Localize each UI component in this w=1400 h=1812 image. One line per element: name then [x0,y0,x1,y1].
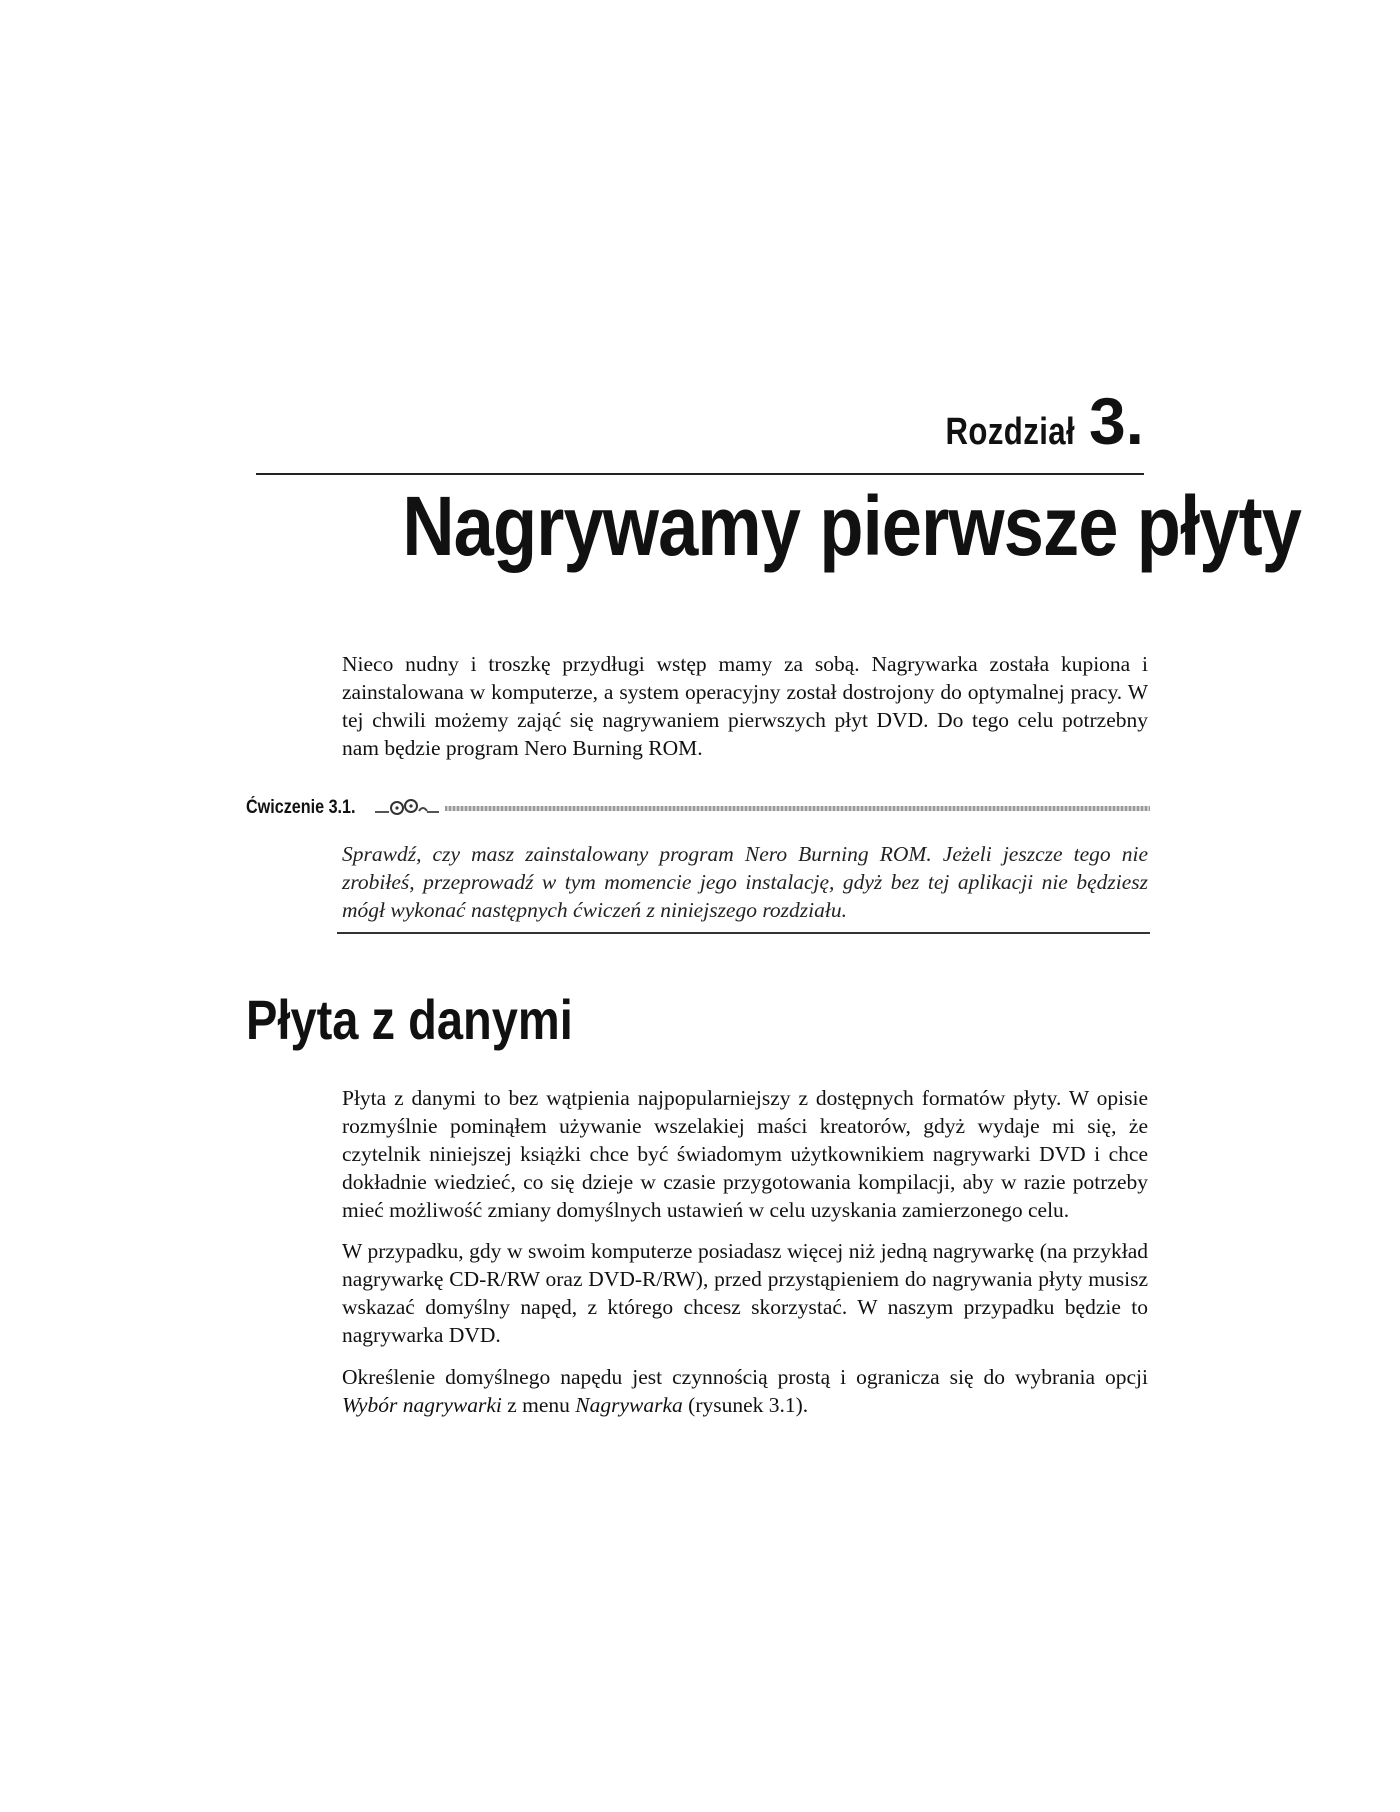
chapter-title [256,479,1302,573]
paragraph-3-text-2: z menu [501,1393,576,1417]
menu-name: Nagrywarka [575,1393,683,1417]
chapter-title-text: Nagrywamy pierwsze płyty [402,479,1302,573]
exercise-header-bar [445,806,1150,811]
chapter-divider [256,473,1144,475]
section-paragraph-3 [342,1363,1148,1419]
section-paragraph-2: W przypadku, gdy w swoim komputerze posiadasz więcej niż jedną nagrywarkę (na przykład nagrywarkę CD-R/RW oraz DVD-R/RW), przed przystąpieniem do nagrywania płyty musisz wskazać domyślny napęd, z którego chcesz skorzystać. W naszym przypadku będzie to nagrywarka DVD. [342,1239,1148,1347]
option-name: Wybór nagrywarki [342,1393,502,1417]
exercise-label: Ćwiczenie 3.1. [246,797,356,818]
section-paragraph-1: Płyta z danymi to bez wątpienia najpopularniejszy z dostępnych formatów płyty. W opisie rozmyślnie pominąłem używanie wszelakiej maści kreatorów, gdyż wydaje mi się, że czytelnik niniejszej książki chce być świadomym użytkownikiem nagrywarki DVD i chce dokładnie wiedzieć, co się dzieje w czasie przygotowania kompilacji, aby w razie potrzeby mieć możliwość zmiany domyślnych ustawień w celu uzyskania zamierzonego celu. [342,1086,1148,1222]
disc-ornament-graphic [375,797,439,819]
exercise-header [246,794,1150,822]
intro-paragraph: Nieco nudny i troszkę przydługi wstęp mamy za sobą. Nagrywarka została kupiona i zainstalowana w komputerze, a system operacyjny został dostrojony do optymalnej pracy. W tej chwili możemy zająć się nagrywaniem pierwszych płyt DVD. Do tego celu potrzebny nam będzie program Nero Burning ROM. [342,652,1148,760]
exercise-end-rule [337,932,1150,934]
paragraph-3-text-1: Określenie domyślnego napędu jest czynnością prostą i ogranicza się do wybrania opcji [342,1365,1148,1389]
disc-ornament-icon [375,797,439,819]
exercise-text: Sprawdź, czy masz zainstalowany program Nero Burning ROM. Jeżeli jeszcze tego nie zrobiłeś, przeprowadź w tym momencie jego instalację, gdyż bez tej aplikacji nie będziesz mógł wykonać następnych ćwiczeń z niniejszego rozdziału. [342,842,1148,922]
section-title: Płyta z danymi [246,988,573,1051]
chapter-number: 3. [1088,384,1144,458]
chapter-word: Rozdział [945,411,1075,453]
paragraph-3-text-3: (rysunek 3.1). [682,1393,809,1417]
chapter-label [917,384,1144,458]
